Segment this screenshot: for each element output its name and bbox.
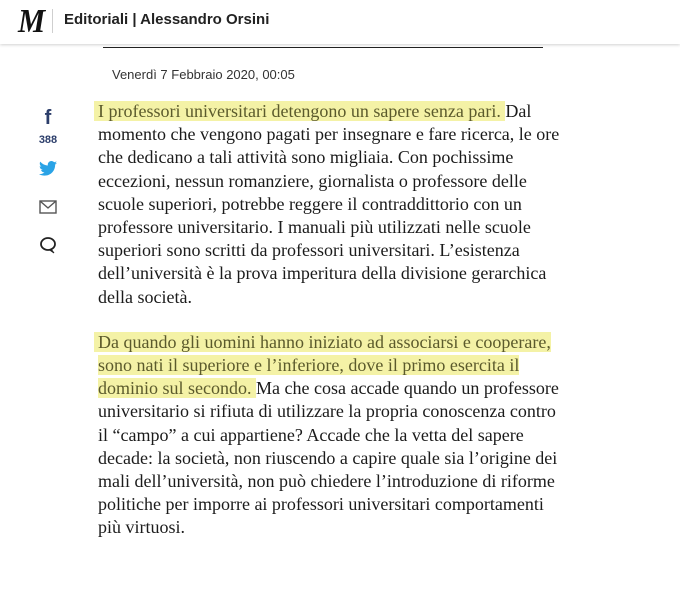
- section-title[interactable]: Editoriali | Alessandro Orsini: [64, 11, 270, 28]
- logo-divider: [52, 9, 53, 33]
- comment-icon-glyph: [39, 236, 57, 254]
- facebook-share-count: 388: [38, 134, 58, 146]
- paragraph-2-text: Ma che cosa accade quando un professore universitario si rifiuta di utilizzare la propria conoscenza contro il “campo” a cui appartiene? Accade che la vetta del sapere decade: la società, non riuscendo a capire quale sia l’origine dei mali dell’università, non può chiedere l’introduzione di riforme politiche per imporre ai professori universitari comportamenti più virtuosi.: [98, 378, 559, 538]
- twitter-icon-glyph: [39, 161, 57, 176]
- comment-icon[interactable]: [28, 236, 68, 259]
- mail-icon-glyph: [39, 200, 57, 214]
- highlighted-text-1: I professori universitari detengono un sapere senza pari.: [98, 101, 501, 121]
- paragraph-1-text: Dal momento che vengono pagati per insegnare e fare ricerca, le ore che dedicano a tali attività sono migliaia. Con pochissime eccezioni, nessun romanziere, giornalista o professore delle scuole superiori, potrebbe reggere il contraddittorio con un professore universitario. I manuali più utilizzati nelle scuole superiori sono scritti da professori universitari. L’esistenza dell’università è la prova imperitura della divisione gerarchica della società.: [98, 101, 560, 307]
- article-date: Venerdì 7 Febbraio 2020, 00:05: [112, 67, 295, 82]
- highlighted-text-2: Da quando gli uomini hanno iniziato ad associarsi e cooperare, sono nati il superiore e l’inferiore, dove il primo esercita il dominio sul secondo.: [98, 331, 551, 399]
- paragraph-2: [98, 331, 568, 540]
- mail-icon[interactable]: [28, 200, 68, 219]
- article-body: [98, 100, 568, 540]
- top-bar: [0, 0, 680, 44]
- logo[interactable]: M: [18, 3, 44, 40]
- twitter-icon[interactable]: [28, 161, 68, 181]
- facebook-icon[interactable]: f: [44, 107, 52, 129]
- title-rule: [103, 47, 543, 48]
- paragraph-1: [98, 100, 568, 309]
